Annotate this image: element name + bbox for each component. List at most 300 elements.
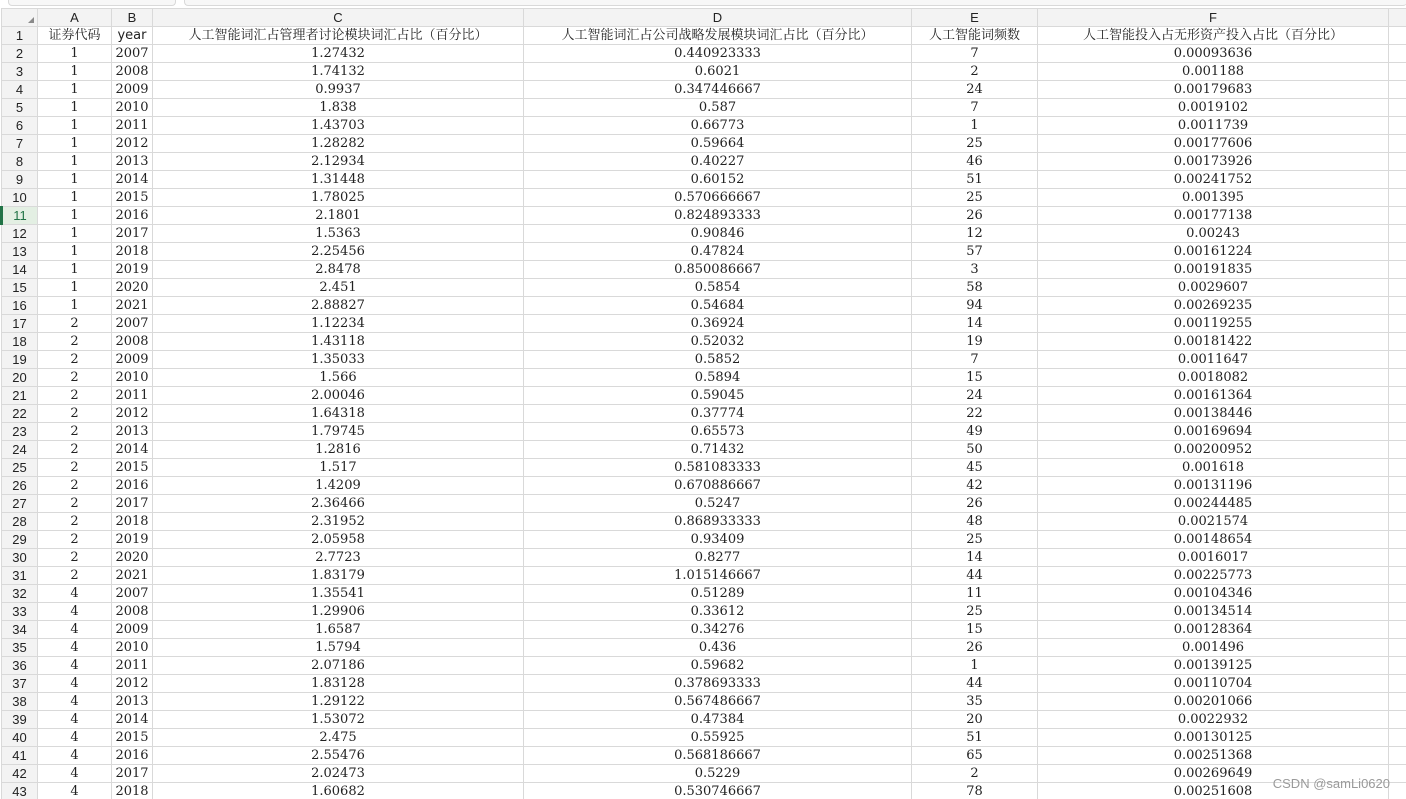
cell-d[interactable]: 0.530746667 — [524, 783, 912, 799]
cell-empty[interactable] — [1389, 45, 1406, 63]
cell-f[interactable]: 0.00110704 — [1038, 675, 1389, 693]
cell-a[interactable]: 4 — [38, 639, 112, 657]
sheet-tab-fragment[interactable] — [8, 0, 176, 6]
cell-empty[interactable] — [1389, 207, 1406, 225]
cell-d[interactable]: 0.378693333 — [524, 675, 912, 693]
cell-f[interactable]: 0.00269649 — [1038, 765, 1389, 783]
cell-empty[interactable] — [1389, 495, 1406, 513]
cell-c[interactable]: 1.12234 — [153, 315, 524, 333]
cell-f[interactable]: 0.0011647 — [1038, 351, 1389, 369]
row-number[interactable]: 28 — [2, 513, 38, 531]
row-number[interactable]: 32 — [2, 585, 38, 603]
cell-b[interactable]: 2017 — [112, 225, 153, 243]
cell-empty[interactable] — [1389, 549, 1406, 567]
cell-d[interactable]: 0.59682 — [524, 657, 912, 675]
cell-d[interactable]: 0.5852 — [524, 351, 912, 369]
cell-a[interactable]: 2 — [38, 351, 112, 369]
cell-header-e[interactable]: 人工智能词频数 — [912, 27, 1038, 45]
cell-f[interactable]: 0.0022932 — [1038, 711, 1389, 729]
cell-f[interactable]: 0.0029607 — [1038, 279, 1389, 297]
cell-b[interactable]: 2017 — [112, 765, 153, 783]
cell-e[interactable]: 58 — [912, 279, 1038, 297]
row-number[interactable]: 15 — [2, 279, 38, 297]
cell-empty[interactable] — [1389, 387, 1406, 405]
cell-f[interactable]: 0.001618 — [1038, 459, 1389, 477]
row-number[interactable]: 3 — [2, 63, 38, 81]
cell-d[interactable]: 0.868933333 — [524, 513, 912, 531]
cell-c[interactable]: 1.4209 — [153, 477, 524, 495]
row-number[interactable]: 14 — [2, 261, 38, 279]
cell-f[interactable]: 0.00200952 — [1038, 441, 1389, 459]
row-number[interactable]: 1 — [2, 27, 38, 45]
cell-d[interactable]: 0.37774 — [524, 405, 912, 423]
cell-c[interactable]: 1.838 — [153, 99, 524, 117]
cell-c[interactable]: 2.02473 — [153, 765, 524, 783]
cell-e[interactable]: 1 — [912, 117, 1038, 135]
cell-f[interactable]: 0.00269235 — [1038, 297, 1389, 315]
cell-empty[interactable] — [1389, 63, 1406, 81]
row-number[interactable]: 17 — [2, 315, 38, 333]
cell-d[interactable]: 0.66773 — [524, 117, 912, 135]
cell-empty[interactable] — [1389, 153, 1406, 171]
cell-a[interactable]: 2 — [38, 495, 112, 513]
column-header-a[interactable]: A — [38, 9, 112, 27]
cell-e[interactable]: 12 — [912, 225, 1038, 243]
cell-c[interactable]: 1.6587 — [153, 621, 524, 639]
cell-empty[interactable] — [1389, 459, 1406, 477]
cell-f[interactable]: 0.001188 — [1038, 63, 1389, 81]
cell-c[interactable]: 2.475 — [153, 729, 524, 747]
cell-b[interactable]: 2018 — [112, 513, 153, 531]
cell-a[interactable]: 1 — [38, 297, 112, 315]
cell-c[interactable]: 1.5363 — [153, 225, 524, 243]
cell-d[interactable]: 0.570666667 — [524, 189, 912, 207]
cell-e[interactable]: 22 — [912, 405, 1038, 423]
cell-d[interactable]: 0.47384 — [524, 711, 912, 729]
row-number[interactable]: 33 — [2, 603, 38, 621]
cell-empty[interactable] — [1389, 531, 1406, 549]
cell-c[interactable]: 1.43703 — [153, 117, 524, 135]
cell-empty[interactable] — [1389, 711, 1406, 729]
cell-f[interactable]: 0.0018082 — [1038, 369, 1389, 387]
cell-d[interactable]: 0.93409 — [524, 531, 912, 549]
cell-b[interactable]: 2008 — [112, 333, 153, 351]
row-number[interactable]: 22 — [2, 405, 38, 423]
cell-d[interactable]: 0.568186667 — [524, 747, 912, 765]
cell-b[interactable]: 2009 — [112, 621, 153, 639]
row-number[interactable]: 13 — [2, 243, 38, 261]
cell-b[interactable]: 2021 — [112, 297, 153, 315]
cell-c[interactable]: 1.74132 — [153, 63, 524, 81]
row-number[interactable]: 5 — [2, 99, 38, 117]
cell-b[interactable]: 2020 — [112, 549, 153, 567]
cell-b[interactable]: 2007 — [112, 585, 153, 603]
cell-empty[interactable] — [1389, 315, 1406, 333]
cell-c[interactable]: 1.2816 — [153, 441, 524, 459]
column-header-c[interactable]: C — [153, 9, 524, 27]
cell-a[interactable]: 4 — [38, 621, 112, 639]
cell-b[interactable]: 2015 — [112, 729, 153, 747]
cell-c[interactable]: 1.53072 — [153, 711, 524, 729]
cell-b[interactable]: 2013 — [112, 423, 153, 441]
cell-e[interactable]: 14 — [912, 549, 1038, 567]
cell-b[interactable]: 2009 — [112, 351, 153, 369]
row-number[interactable]: 37 — [2, 675, 38, 693]
cell-f[interactable]: 0.00243 — [1038, 225, 1389, 243]
cell-e[interactable]: 26 — [912, 495, 1038, 513]
select-all-corner[interactable] — [2, 9, 38, 27]
cell-d[interactable]: 0.34276 — [524, 621, 912, 639]
cell-d[interactable]: 0.47824 — [524, 243, 912, 261]
cell-d[interactable]: 0.60152 — [524, 171, 912, 189]
cell-f[interactable]: 0.00191835 — [1038, 261, 1389, 279]
cell-empty[interactable] — [1389, 783, 1406, 799]
cell-d[interactable]: 0.40227 — [524, 153, 912, 171]
cell-f[interactable]: 0.00244485 — [1038, 495, 1389, 513]
cell-f[interactable]: 0.00179683 — [1038, 81, 1389, 99]
row-number[interactable]: 19 — [2, 351, 38, 369]
cell-f[interactable]: 0.0011739 — [1038, 117, 1389, 135]
cell-f[interactable]: 0.00201066 — [1038, 693, 1389, 711]
row-number[interactable]: 8 — [2, 153, 38, 171]
cell-c[interactable]: 1.35541 — [153, 585, 524, 603]
cell-d[interactable]: 0.51289 — [524, 585, 912, 603]
cell-c[interactable]: 2.1801 — [153, 207, 524, 225]
cell-empty[interactable] — [1389, 261, 1406, 279]
cell-b[interactable]: 2007 — [112, 315, 153, 333]
cell-empty[interactable] — [1389, 117, 1406, 135]
cell-d[interactable]: 0.54684 — [524, 297, 912, 315]
cell-c[interactable]: 2.31952 — [153, 513, 524, 531]
cell-a[interactable]: 2 — [38, 459, 112, 477]
cell-a[interactable]: 4 — [38, 729, 112, 747]
cell-c[interactable]: 2.7723 — [153, 549, 524, 567]
cell-empty[interactable] — [1389, 765, 1406, 783]
cell-d[interactable]: 0.567486667 — [524, 693, 912, 711]
row-number[interactable]: 29 — [2, 531, 38, 549]
cell-d[interactable]: 0.59045 — [524, 387, 912, 405]
cell-d[interactable]: 0.670886667 — [524, 477, 912, 495]
cell-f[interactable]: 0.00241752 — [1038, 171, 1389, 189]
cell-f[interactable]: 0.00093636 — [1038, 45, 1389, 63]
cell-empty[interactable] — [1389, 729, 1406, 747]
cell-empty[interactable] — [1389, 657, 1406, 675]
cell-d[interactable]: 0.824893333 — [524, 207, 912, 225]
cell-a[interactable]: 1 — [38, 99, 112, 117]
cell-c[interactable]: 1.78025 — [153, 189, 524, 207]
cell-c[interactable]: 1.29122 — [153, 693, 524, 711]
row-number[interactable]: 26 — [2, 477, 38, 495]
cell-f[interactable]: 0.00177138 — [1038, 207, 1389, 225]
cell-f[interactable]: 0.00177606 — [1038, 135, 1389, 153]
cell-empty[interactable] — [1389, 27, 1406, 45]
cell-a[interactable]: 2 — [38, 369, 112, 387]
cell-c[interactable]: 2.07186 — [153, 657, 524, 675]
row-number[interactable]: 6 — [2, 117, 38, 135]
cell-empty[interactable] — [1389, 81, 1406, 99]
cell-b[interactable]: 2008 — [112, 63, 153, 81]
cell-c[interactable]: 2.55476 — [153, 747, 524, 765]
cell-e[interactable]: 42 — [912, 477, 1038, 495]
cell-a[interactable]: 1 — [38, 45, 112, 63]
cell-d[interactable]: 0.440923333 — [524, 45, 912, 63]
cell-f[interactable]: 0.00169694 — [1038, 423, 1389, 441]
row-number[interactable]: 2 — [2, 45, 38, 63]
row-number[interactable]: 42 — [2, 765, 38, 783]
cell-a[interactable]: 1 — [38, 261, 112, 279]
cell-empty[interactable] — [1389, 477, 1406, 495]
row-number[interactable]: 40 — [2, 729, 38, 747]
cell-e[interactable]: 25 — [912, 603, 1038, 621]
cell-a[interactable]: 4 — [38, 711, 112, 729]
cell-empty[interactable] — [1389, 279, 1406, 297]
cell-b[interactable]: 2014 — [112, 171, 153, 189]
cell-f[interactable]: 0.00130125 — [1038, 729, 1389, 747]
cell-e[interactable]: 2 — [912, 765, 1038, 783]
cell-a[interactable]: 1 — [38, 171, 112, 189]
cell-f[interactable]: 0.00161364 — [1038, 387, 1389, 405]
cell-b[interactable]: 2013 — [112, 153, 153, 171]
cell-e[interactable]: 14 — [912, 315, 1038, 333]
cell-a[interactable]: 2 — [38, 387, 112, 405]
cell-empty[interactable] — [1389, 693, 1406, 711]
cell-c[interactable]: 1.29906 — [153, 603, 524, 621]
cell-a[interactable]: 1 — [38, 207, 112, 225]
cell-e[interactable]: 25 — [912, 135, 1038, 153]
cell-a[interactable]: 1 — [38, 153, 112, 171]
cell-b[interactable]: 2012 — [112, 135, 153, 153]
row-number[interactable]: 41 — [2, 747, 38, 765]
cell-d[interactable]: 0.55925 — [524, 729, 912, 747]
cell-e[interactable]: 51 — [912, 171, 1038, 189]
cell-f[interactable]: 0.00225773 — [1038, 567, 1389, 585]
cell-d[interactable]: 1.015146667 — [524, 567, 912, 585]
cell-b[interactable]: 2013 — [112, 693, 153, 711]
cell-a[interactable]: 4 — [38, 765, 112, 783]
row-number[interactable]: 11 — [2, 207, 38, 225]
cell-b[interactable]: 2012 — [112, 405, 153, 423]
cell-d[interactable]: 0.71432 — [524, 441, 912, 459]
cell-f[interactable]: 0.0021574 — [1038, 513, 1389, 531]
cell-empty[interactable] — [1389, 405, 1406, 423]
row-number[interactable]: 36 — [2, 657, 38, 675]
row-number[interactable]: 12 — [2, 225, 38, 243]
cell-d[interactable]: 0.6021 — [524, 63, 912, 81]
row-number[interactable]: 9 — [2, 171, 38, 189]
cell-e[interactable]: 46 — [912, 153, 1038, 171]
cell-c[interactable]: 2.36466 — [153, 495, 524, 513]
cell-a[interactable]: 1 — [38, 279, 112, 297]
cell-d[interactable]: 0.52032 — [524, 333, 912, 351]
cell-b[interactable]: 2018 — [112, 243, 153, 261]
row-number[interactable]: 35 — [2, 639, 38, 657]
cell-c[interactable]: 1.28282 — [153, 135, 524, 153]
row-number[interactable]: 18 — [2, 333, 38, 351]
cell-f[interactable]: 0.00119255 — [1038, 315, 1389, 333]
cell-c[interactable]: 2.8478 — [153, 261, 524, 279]
cell-f[interactable]: 0.00139125 — [1038, 657, 1389, 675]
cell-a[interactable]: 2 — [38, 531, 112, 549]
cell-e[interactable]: 48 — [912, 513, 1038, 531]
cell-b[interactable]: 2010 — [112, 99, 153, 117]
cell-a[interactable]: 1 — [38, 225, 112, 243]
cell-a[interactable]: 4 — [38, 747, 112, 765]
cell-empty[interactable] — [1389, 171, 1406, 189]
cell-f[interactable]: 0.00161224 — [1038, 243, 1389, 261]
cell-empty[interactable] — [1389, 333, 1406, 351]
cell-f[interactable]: 0.00134514 — [1038, 603, 1389, 621]
cell-e[interactable]: 25 — [912, 531, 1038, 549]
cell-d[interactable]: 0.5229 — [524, 765, 912, 783]
row-number[interactable]: 31 — [2, 567, 38, 585]
column-header-f[interactable]: F — [1038, 9, 1389, 27]
cell-c[interactable]: 1.31448 — [153, 171, 524, 189]
cell-e[interactable]: 19 — [912, 333, 1038, 351]
row-number[interactable]: 7 — [2, 135, 38, 153]
cell-a[interactable]: 4 — [38, 585, 112, 603]
cell-empty[interactable] — [1389, 297, 1406, 315]
cell-empty[interactable] — [1389, 423, 1406, 441]
row-number[interactable]: 23 — [2, 423, 38, 441]
cell-b[interactable]: 2017 — [112, 495, 153, 513]
cell-a[interactable]: 2 — [38, 549, 112, 567]
cell-d[interactable]: 0.587 — [524, 99, 912, 117]
cell-f[interactable]: 0.00104346 — [1038, 585, 1389, 603]
cell-e[interactable]: 25 — [912, 189, 1038, 207]
cell-c[interactable]: 0.9937 — [153, 81, 524, 99]
cell-empty[interactable] — [1389, 225, 1406, 243]
cell-e[interactable]: 20 — [912, 711, 1038, 729]
row-number[interactable]: 20 — [2, 369, 38, 387]
cell-b[interactable]: 2009 — [112, 81, 153, 99]
spreadsheet-grid[interactable] — [0, 8, 1406, 799]
cell-d[interactable]: 0.850086667 — [524, 261, 912, 279]
cell-c[interactable]: 1.79745 — [153, 423, 524, 441]
cell-e[interactable]: 24 — [912, 81, 1038, 99]
cell-b[interactable]: 2015 — [112, 459, 153, 477]
row-number[interactable]: 16 — [2, 297, 38, 315]
row-number[interactable]: 25 — [2, 459, 38, 477]
cell-e[interactable]: 24 — [912, 387, 1038, 405]
cell-b[interactable]: 2011 — [112, 387, 153, 405]
cell-f[interactable]: 0.001496 — [1038, 639, 1389, 657]
cell-b[interactable]: 2014 — [112, 711, 153, 729]
cell-c[interactable]: 1.60682 — [153, 783, 524, 799]
cell-a[interactable]: 1 — [38, 63, 112, 81]
cell-b[interactable]: 2021 — [112, 567, 153, 585]
cell-e[interactable]: 78 — [912, 783, 1038, 799]
cell-empty[interactable] — [1389, 369, 1406, 387]
row-number[interactable]: 10 — [2, 189, 38, 207]
cell-f[interactable]: 0.00148654 — [1038, 531, 1389, 549]
cell-b[interactable]: 2015 — [112, 189, 153, 207]
cell-f[interactable]: 0.001395 — [1038, 189, 1389, 207]
cell-b[interactable]: 2012 — [112, 675, 153, 693]
cell-e[interactable]: 65 — [912, 747, 1038, 765]
cell-empty[interactable] — [1389, 441, 1406, 459]
cell-c[interactable]: 1.83179 — [153, 567, 524, 585]
cell-e[interactable]: 26 — [912, 639, 1038, 657]
cell-f[interactable]: 0.00131196 — [1038, 477, 1389, 495]
row-number[interactable]: 27 — [2, 495, 38, 513]
cell-a[interactable]: 1 — [38, 243, 112, 261]
cell-empty[interactable] — [1389, 747, 1406, 765]
cell-a[interactable]: 2 — [38, 423, 112, 441]
cell-c[interactable]: 1.517 — [153, 459, 524, 477]
cell-b[interactable]: 2010 — [112, 369, 153, 387]
column-header-g[interactable] — [1389, 9, 1406, 27]
cell-b[interactable]: 2016 — [112, 747, 153, 765]
cell-c[interactable]: 2.05958 — [153, 531, 524, 549]
cell-e[interactable]: 7 — [912, 99, 1038, 117]
cell-e[interactable]: 35 — [912, 693, 1038, 711]
cell-empty[interactable] — [1389, 513, 1406, 531]
cell-f[interactable]: 0.00251368 — [1038, 747, 1389, 765]
cell-e[interactable]: 45 — [912, 459, 1038, 477]
cell-a[interactable]: 4 — [38, 693, 112, 711]
cell-a[interactable]: 4 — [38, 783, 112, 799]
cell-a[interactable]: 2 — [38, 315, 112, 333]
cell-b[interactable]: 2020 — [112, 279, 153, 297]
cell-b[interactable]: 2019 — [112, 261, 153, 279]
row-number[interactable]: 34 — [2, 621, 38, 639]
cell-empty[interactable] — [1389, 603, 1406, 621]
cell-empty[interactable] — [1389, 243, 1406, 261]
column-header-b[interactable]: B — [112, 9, 153, 27]
cell-d[interactable]: 0.65573 — [524, 423, 912, 441]
cell-a[interactable]: 2 — [38, 477, 112, 495]
cell-e[interactable]: 15 — [912, 369, 1038, 387]
cell-e[interactable]: 15 — [912, 621, 1038, 639]
cell-d[interactable]: 0.581083333 — [524, 459, 912, 477]
cell-d[interactable]: 0.5247 — [524, 495, 912, 513]
cell-header-f[interactable]: 人工智能投入占无形资产投入占比（百分比） — [1038, 27, 1389, 45]
cell-b[interactable]: 2014 — [112, 441, 153, 459]
cell-d[interactable]: 0.90846 — [524, 225, 912, 243]
cell-b[interactable]: 2016 — [112, 477, 153, 495]
cell-a[interactable]: 4 — [38, 603, 112, 621]
cell-a[interactable]: 1 — [38, 135, 112, 153]
row-number[interactable]: 24 — [2, 441, 38, 459]
cell-f[interactable]: 0.00138446 — [1038, 405, 1389, 423]
cell-empty[interactable] — [1389, 567, 1406, 585]
cell-header-d[interactable]: 人工智能词汇占公司战略发展模块词汇占比（百分比） — [524, 27, 912, 45]
row-number[interactable]: 39 — [2, 711, 38, 729]
cell-f[interactable]: 0.00173926 — [1038, 153, 1389, 171]
cell-b[interactable]: 2018 — [112, 783, 153, 799]
cell-c[interactable]: 2.00046 — [153, 387, 524, 405]
cell-e[interactable]: 2 — [912, 63, 1038, 81]
cell-e[interactable]: 94 — [912, 297, 1038, 315]
cell-header-a[interactable]: 证券代码 — [38, 27, 112, 45]
cell-a[interactable]: 2 — [38, 567, 112, 585]
row-number[interactable]: 43 — [2, 783, 38, 799]
cell-c[interactable]: 2.451 — [153, 279, 524, 297]
cell-a[interactable]: 1 — [38, 117, 112, 135]
cell-header-b[interactable]: year — [112, 27, 153, 45]
row-number[interactable]: 21 — [2, 387, 38, 405]
row-number[interactable]: 38 — [2, 693, 38, 711]
column-header-d[interactable]: D — [524, 9, 912, 27]
cell-e[interactable]: 7 — [912, 45, 1038, 63]
cell-e[interactable]: 51 — [912, 729, 1038, 747]
cell-empty[interactable] — [1389, 585, 1406, 603]
cell-e[interactable]: 26 — [912, 207, 1038, 225]
cell-b[interactable]: 2007 — [112, 45, 153, 63]
cell-c[interactable]: 2.88827 — [153, 297, 524, 315]
cell-b[interactable]: 2016 — [112, 207, 153, 225]
cell-d[interactable]: 0.436 — [524, 639, 912, 657]
